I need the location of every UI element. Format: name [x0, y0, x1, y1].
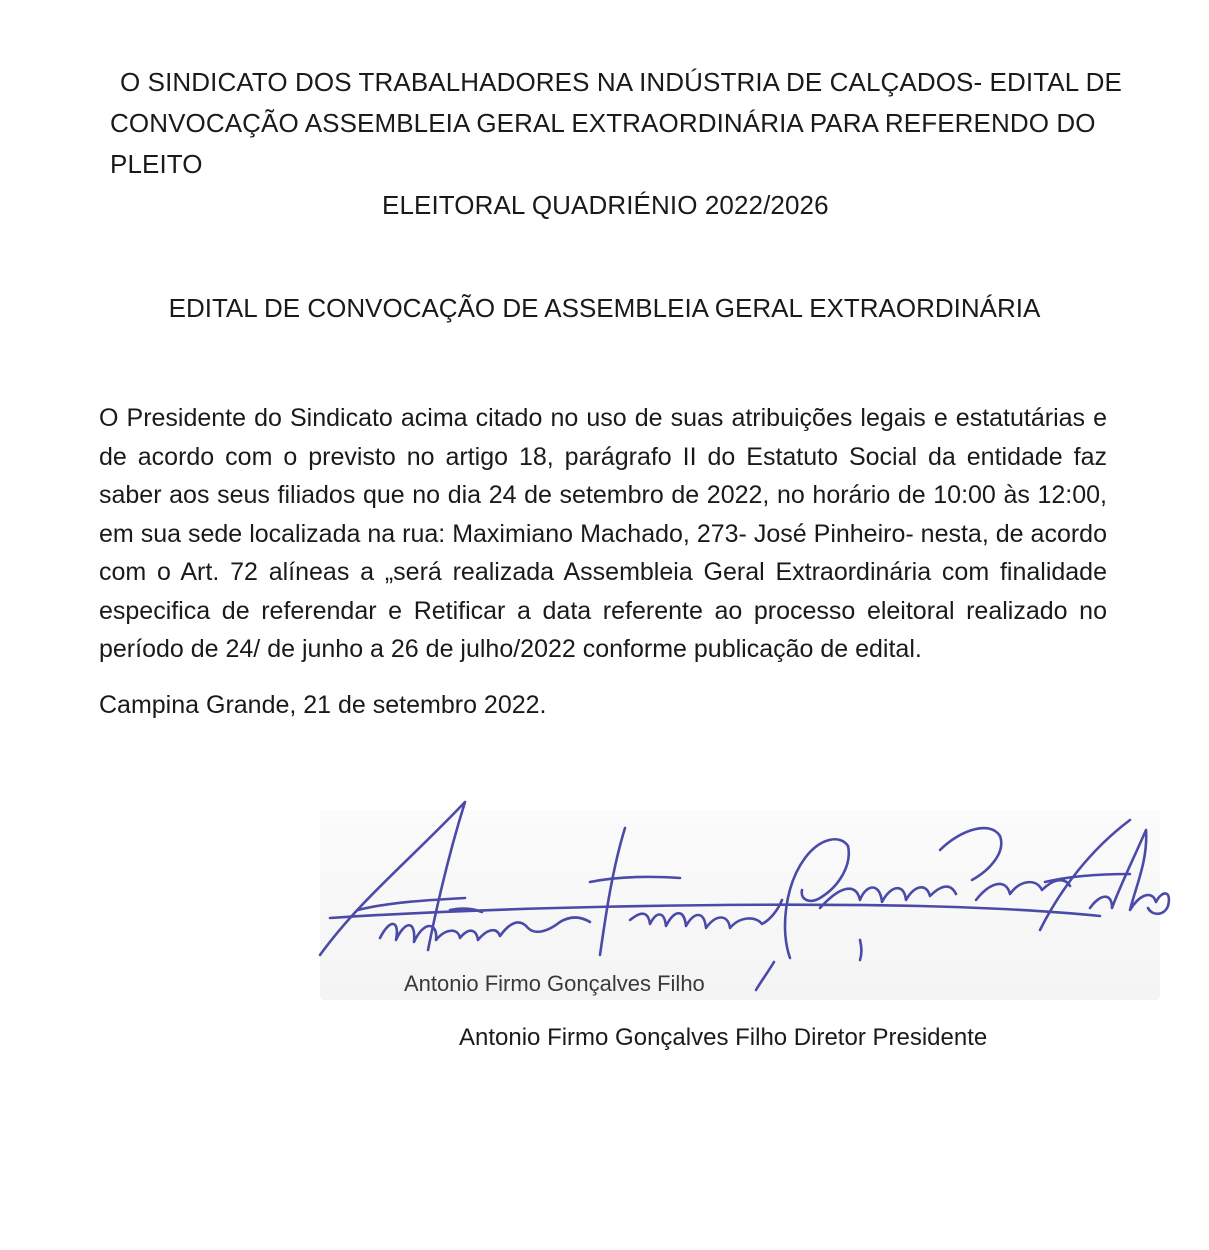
signer-name-and-title: Antonio Firmo Gonçalves Filho Diretor Presidente	[459, 1024, 988, 1051]
body-paragraph: O Presidente do Sindicato acima citado no uso de suas atribuições legais e estatutárias e de acordo com o previsto no artigo 18, parágrafo II do Estatuto Social da entidade faz saber aos seus filiados que no dia 24 de setembro de 2022, no horário de 10:00 às 12:00, em sua sede localizada na rua: Maximiano Machado, 273- José Pinheiro- nesta, de acordo com o Art. 72 alíneas a „será realizada Assembleia Geral Extraordinária com finalidade especifica de referendar e Retificar a data referente ao processo eleitoral realizado no período de 24/ de junho a 26 de julho/2022 conforme publicação de edital.	[99, 404, 1107, 663]
title-line-2: CONVOCAÇÃO ASSEMBLEIA GERAL EXTRAORDINÁRIA PARA REFERENDO DO	[110, 108, 1096, 138]
title-line-3: PLEITO	[110, 149, 203, 179]
title-line-1: O SINDICATO DOS TRABALHADORES NA INDÚSTRIA DE CALÇADOS- EDITAL DE	[120, 67, 1122, 97]
signature-printed-name: Antonio Firmo Gonçalves Filho	[404, 971, 705, 996]
document-subtitle: EDITAL DE CONVOCAÇÃO DE ASSEMBLEIA GERAL EXTRAORDINÁRIA	[168, 293, 1041, 323]
title-line-4: ELEITORAL QUADRIÉNIO 2022/2026	[382, 190, 829, 220]
place-and-date: Campina Grande, 21 de setembro 2022.	[99, 691, 547, 719]
document-title	[110, 62, 1122, 226]
